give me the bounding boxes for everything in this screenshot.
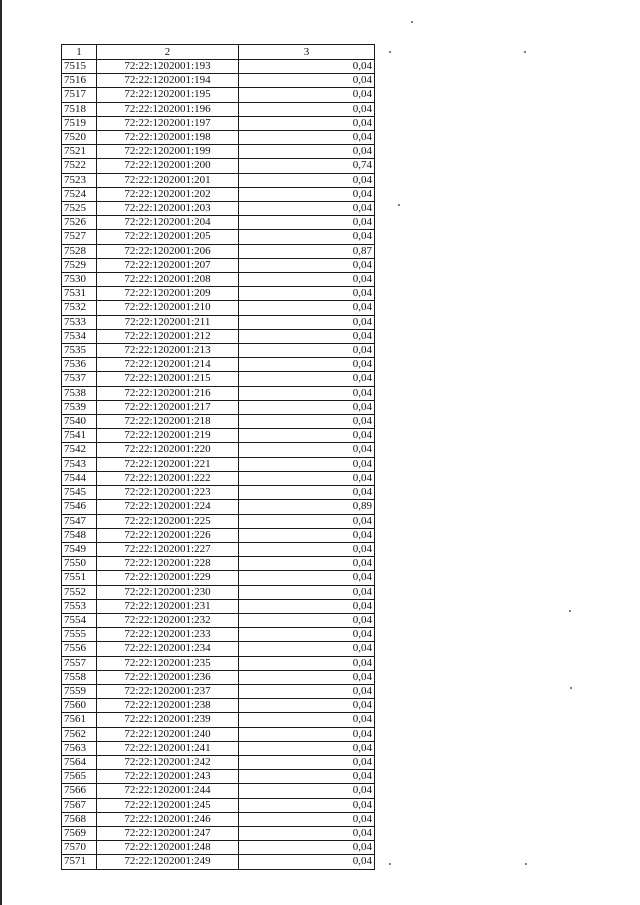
table-row: [62, 344, 375, 358]
area-value: 0,04: [239, 514, 375, 528]
cadastral-number: 72:22:1202001:194: [97, 74, 239, 88]
row-number: 7542: [62, 443, 97, 457]
cadastral-number: 72:22:1202001:214: [97, 358, 239, 372]
cadastral-number: 72:22:1202001:205: [97, 230, 239, 244]
scan-speck: [389, 863, 391, 865]
table-row: [62, 755, 375, 769]
table-row: [62, 273, 375, 287]
row-number: 7551: [62, 571, 97, 585]
cadastral-number: 72:22:1202001:202: [97, 187, 239, 201]
area-value: 0,04: [239, 770, 375, 784]
cadastral-number: 72:22:1202001:204: [97, 216, 239, 230]
row-number: 7547: [62, 514, 97, 528]
row-number: 7517: [62, 88, 97, 102]
area-value: 0,87: [239, 244, 375, 258]
area-value: 0,04: [239, 457, 375, 471]
table-row: [62, 699, 375, 713]
table-row: [62, 557, 375, 571]
row-number: 7533: [62, 315, 97, 329]
scan-speck: [570, 687, 572, 689]
cadastral-number: 72:22:1202001:197: [97, 116, 239, 130]
row-number: 7535: [62, 344, 97, 358]
row-number: 7559: [62, 684, 97, 698]
row-number: 7534: [62, 329, 97, 343]
table-row: [62, 642, 375, 656]
area-value: 0,04: [239, 727, 375, 741]
column-header-2: 2: [97, 45, 239, 60]
area-value: 0,04: [239, 784, 375, 798]
area-value: 0,04: [239, 60, 375, 74]
table-row: [62, 500, 375, 514]
area-value: 0,04: [239, 670, 375, 684]
row-number: 7516: [62, 74, 97, 88]
table-row: [62, 287, 375, 301]
table-row: [62, 230, 375, 244]
cadastral-number: 72:22:1202001:229: [97, 571, 239, 585]
row-number: 7564: [62, 755, 97, 769]
row-number: 7539: [62, 400, 97, 414]
table-row: [62, 727, 375, 741]
row-number: 7550: [62, 557, 97, 571]
table-row: [62, 826, 375, 840]
table-row: [62, 471, 375, 485]
table-row: [62, 258, 375, 272]
scan-speck: [398, 204, 400, 206]
parcel-table: [61, 44, 375, 870]
cadastral-number: 72:22:1202001:206: [97, 244, 239, 258]
row-number: 7552: [62, 585, 97, 599]
cadastral-number: 72:22:1202001:219: [97, 429, 239, 443]
table-row: [62, 486, 375, 500]
area-value: 0,04: [239, 585, 375, 599]
row-number: 7524: [62, 187, 97, 201]
scan-edge: [0, 0, 2, 905]
table-row: [62, 216, 375, 230]
table-row: [62, 656, 375, 670]
cadastral-number: 72:22:1202001:225: [97, 514, 239, 528]
table-body: [62, 60, 375, 870]
table-row: [62, 116, 375, 130]
cadastral-number: 72:22:1202001:239: [97, 713, 239, 727]
table-row: [62, 599, 375, 613]
area-value: 0,04: [239, 216, 375, 230]
row-number: 7560: [62, 699, 97, 713]
area-value: 0,04: [239, 599, 375, 613]
row-number: 7556: [62, 642, 97, 656]
cadastral-number: 72:22:1202001:222: [97, 471, 239, 485]
table-row: [62, 457, 375, 471]
cadastral-number: 72:22:1202001:213: [97, 344, 239, 358]
table-row: [62, 415, 375, 429]
area-value: 0,04: [239, 230, 375, 244]
table-row: [62, 88, 375, 102]
area-value: 0,89: [239, 500, 375, 514]
area-value: 0,04: [239, 557, 375, 571]
table-row: [62, 812, 375, 826]
area-value: 0,04: [239, 88, 375, 102]
cadastral-number: 72:22:1202001:228: [97, 557, 239, 571]
row-number: 7538: [62, 386, 97, 400]
table-row: [62, 429, 375, 443]
row-number: 7554: [62, 613, 97, 627]
area-value: 0,04: [239, 628, 375, 642]
area-value: 0,04: [239, 74, 375, 88]
table-row: [62, 315, 375, 329]
table-row: [62, 329, 375, 343]
row-number: 7532: [62, 301, 97, 315]
row-number: 7540: [62, 415, 97, 429]
area-value: 0,04: [239, 273, 375, 287]
cadastral-number: 72:22:1202001:231: [97, 599, 239, 613]
row-number: 7520: [62, 131, 97, 145]
table-row: [62, 173, 375, 187]
scan-speck: [525, 863, 527, 865]
area-value: 0,04: [239, 372, 375, 386]
table-row: [62, 372, 375, 386]
table-row: [62, 443, 375, 457]
cadastral-number: 72:22:1202001:211: [97, 315, 239, 329]
area-value: 0,04: [239, 755, 375, 769]
area-value: 0,04: [239, 429, 375, 443]
table-row: [62, 187, 375, 201]
row-number: 7553: [62, 599, 97, 613]
table-header-row: [62, 45, 375, 60]
area-value: 0,04: [239, 471, 375, 485]
cadastral-number: 72:22:1202001:218: [97, 415, 239, 429]
table-row: [62, 784, 375, 798]
row-number: 7528: [62, 244, 97, 258]
cadastral-number: 72:22:1202001:246: [97, 812, 239, 826]
scan-speck: [524, 51, 526, 53]
row-number: 7561: [62, 713, 97, 727]
area-value: 0,04: [239, 287, 375, 301]
table-row: [62, 514, 375, 528]
table-row: [62, 131, 375, 145]
cadastral-number: 72:22:1202001:238: [97, 699, 239, 713]
area-value: 0,04: [239, 102, 375, 116]
cadastral-number: 72:22:1202001:199: [97, 145, 239, 159]
cadastral-number: 72:22:1202001:242: [97, 755, 239, 769]
cadastral-number: 72:22:1202001:212: [97, 329, 239, 343]
row-number: 7541: [62, 429, 97, 443]
area-value: 0,04: [239, 699, 375, 713]
area-value: 0,04: [239, 173, 375, 187]
row-number: 7536: [62, 358, 97, 372]
cadastral-number: 72:22:1202001:196: [97, 102, 239, 116]
table-row: [62, 74, 375, 88]
area-value: 0,04: [239, 642, 375, 656]
table-row: [62, 628, 375, 642]
area-value: 0,74: [239, 159, 375, 173]
row-number: 7558: [62, 670, 97, 684]
row-number: 7530: [62, 273, 97, 287]
cadastral-number: 72:22:1202001:208: [97, 273, 239, 287]
row-number: 7531: [62, 287, 97, 301]
cadastral-number: 72:22:1202001:221: [97, 457, 239, 471]
row-number: 7567: [62, 798, 97, 812]
row-number: 7519: [62, 116, 97, 130]
table-row: [62, 670, 375, 684]
area-value: 0,04: [239, 812, 375, 826]
area-value: 0,04: [239, 301, 375, 315]
table-row: [62, 855, 375, 869]
cadastral-number: 72:22:1202001:245: [97, 798, 239, 812]
row-number: 7521: [62, 145, 97, 159]
cadastral-number: 72:22:1202001:201: [97, 173, 239, 187]
area-value: 0,04: [239, 713, 375, 727]
area-value: 0,04: [239, 571, 375, 585]
row-number: 7549: [62, 542, 97, 556]
area-value: 0,04: [239, 841, 375, 855]
row-number: 7543: [62, 457, 97, 471]
cadastral-number: 72:22:1202001:232: [97, 613, 239, 627]
row-number: 7563: [62, 741, 97, 755]
cadastral-number: 72:22:1202001:223: [97, 486, 239, 500]
row-number: 7571: [62, 855, 97, 869]
table-row: [62, 770, 375, 784]
table-row: [62, 841, 375, 855]
area-value: 0,04: [239, 684, 375, 698]
area-value: 0,04: [239, 613, 375, 627]
area-value: 0,04: [239, 116, 375, 130]
row-number: 7565: [62, 770, 97, 784]
row-number: 7515: [62, 60, 97, 74]
cadastral-number: 72:22:1202001:236: [97, 670, 239, 684]
cadastral-number: 72:22:1202001:240: [97, 727, 239, 741]
scan-speck: [569, 610, 571, 612]
table-row: [62, 542, 375, 556]
table-row: [62, 571, 375, 585]
cadastral-number: 72:22:1202001:247: [97, 826, 239, 840]
row-number: 7525: [62, 202, 97, 216]
cadastral-number: 72:22:1202001:198: [97, 131, 239, 145]
cadastral-number: 72:22:1202001:203: [97, 202, 239, 216]
table-row: [62, 613, 375, 627]
row-number: 7557: [62, 656, 97, 670]
area-value: 0,04: [239, 358, 375, 372]
cadastral-number: 72:22:1202001:230: [97, 585, 239, 599]
cadastral-number: 72:22:1202001:216: [97, 386, 239, 400]
area-value: 0,04: [239, 131, 375, 145]
area-value: 0,04: [239, 415, 375, 429]
cadastral-number: 72:22:1202001:195: [97, 88, 239, 102]
table-row: [62, 358, 375, 372]
cadastral-number: 72:22:1202001:244: [97, 784, 239, 798]
row-number: 7546: [62, 500, 97, 514]
cadastral-number: 72:22:1202001:235: [97, 656, 239, 670]
cadastral-number: 72:22:1202001:249: [97, 855, 239, 869]
area-value: 0,04: [239, 656, 375, 670]
row-number: 7544: [62, 471, 97, 485]
area-value: 0,04: [239, 798, 375, 812]
table-row: [62, 741, 375, 755]
table-row: [62, 301, 375, 315]
table-row: [62, 145, 375, 159]
row-number: 7569: [62, 826, 97, 840]
table-row: [62, 386, 375, 400]
row-number: 7518: [62, 102, 97, 116]
cadastral-number: 72:22:1202001:233: [97, 628, 239, 642]
area-value: 0,04: [239, 855, 375, 869]
scan-speck: [411, 21, 413, 23]
scan-speck: [389, 51, 391, 53]
area-value: 0,04: [239, 145, 375, 159]
cadastral-number: 72:22:1202001:210: [97, 301, 239, 315]
area-value: 0,04: [239, 443, 375, 457]
area-value: 0,04: [239, 202, 375, 216]
area-value: 0,04: [239, 741, 375, 755]
cadastral-number: 72:22:1202001:237: [97, 684, 239, 698]
area-value: 0,04: [239, 826, 375, 840]
row-number: 7545: [62, 486, 97, 500]
area-value: 0,04: [239, 486, 375, 500]
cadastral-number: 72:22:1202001:215: [97, 372, 239, 386]
row-number: 7537: [62, 372, 97, 386]
table-row: [62, 102, 375, 116]
cadastral-number: 72:22:1202001:200: [97, 159, 239, 173]
cadastral-number: 72:22:1202001:248: [97, 841, 239, 855]
row-number: 7523: [62, 173, 97, 187]
table-row: [62, 400, 375, 414]
table-row: [62, 528, 375, 542]
cadastral-number: 72:22:1202001:193: [97, 60, 239, 74]
cadastral-number: 72:22:1202001:226: [97, 528, 239, 542]
area-value: 0,04: [239, 329, 375, 343]
cadastral-number: 72:22:1202001:207: [97, 258, 239, 272]
row-number: 7548: [62, 528, 97, 542]
area-value: 0,04: [239, 386, 375, 400]
row-number: 7527: [62, 230, 97, 244]
row-number: 7522: [62, 159, 97, 173]
table-row: [62, 159, 375, 173]
cadastral-number: 72:22:1202001:220: [97, 443, 239, 457]
area-value: 0,04: [239, 315, 375, 329]
area-value: 0,04: [239, 400, 375, 414]
column-header-3: 3: [239, 45, 375, 60]
row-number: 7529: [62, 258, 97, 272]
row-number: 7562: [62, 727, 97, 741]
table-row: [62, 244, 375, 258]
row-number: 7568: [62, 812, 97, 826]
column-header-1: 1: [62, 45, 97, 60]
cadastral-number: 72:22:1202001:234: [97, 642, 239, 656]
area-value: 0,04: [239, 528, 375, 542]
row-number: 7555: [62, 628, 97, 642]
area-value: 0,04: [239, 258, 375, 272]
row-number: 7526: [62, 216, 97, 230]
area-value: 0,04: [239, 187, 375, 201]
cadastral-number: 72:22:1202001:227: [97, 542, 239, 556]
area-value: 0,04: [239, 344, 375, 358]
table-row: [62, 713, 375, 727]
row-number: 7566: [62, 784, 97, 798]
table-row: [62, 684, 375, 698]
cadastral-number: 72:22:1202001:217: [97, 400, 239, 414]
table-row: [62, 798, 375, 812]
cadastral-number: 72:22:1202001:224: [97, 500, 239, 514]
row-number: 7570: [62, 841, 97, 855]
area-value: 0,04: [239, 542, 375, 556]
cadastral-number: 72:22:1202001:243: [97, 770, 239, 784]
cadastral-number: 72:22:1202001:241: [97, 741, 239, 755]
table-row: [62, 60, 375, 74]
cadastral-number: 72:22:1202001:209: [97, 287, 239, 301]
table-row: [62, 585, 375, 599]
table-row: [62, 202, 375, 216]
